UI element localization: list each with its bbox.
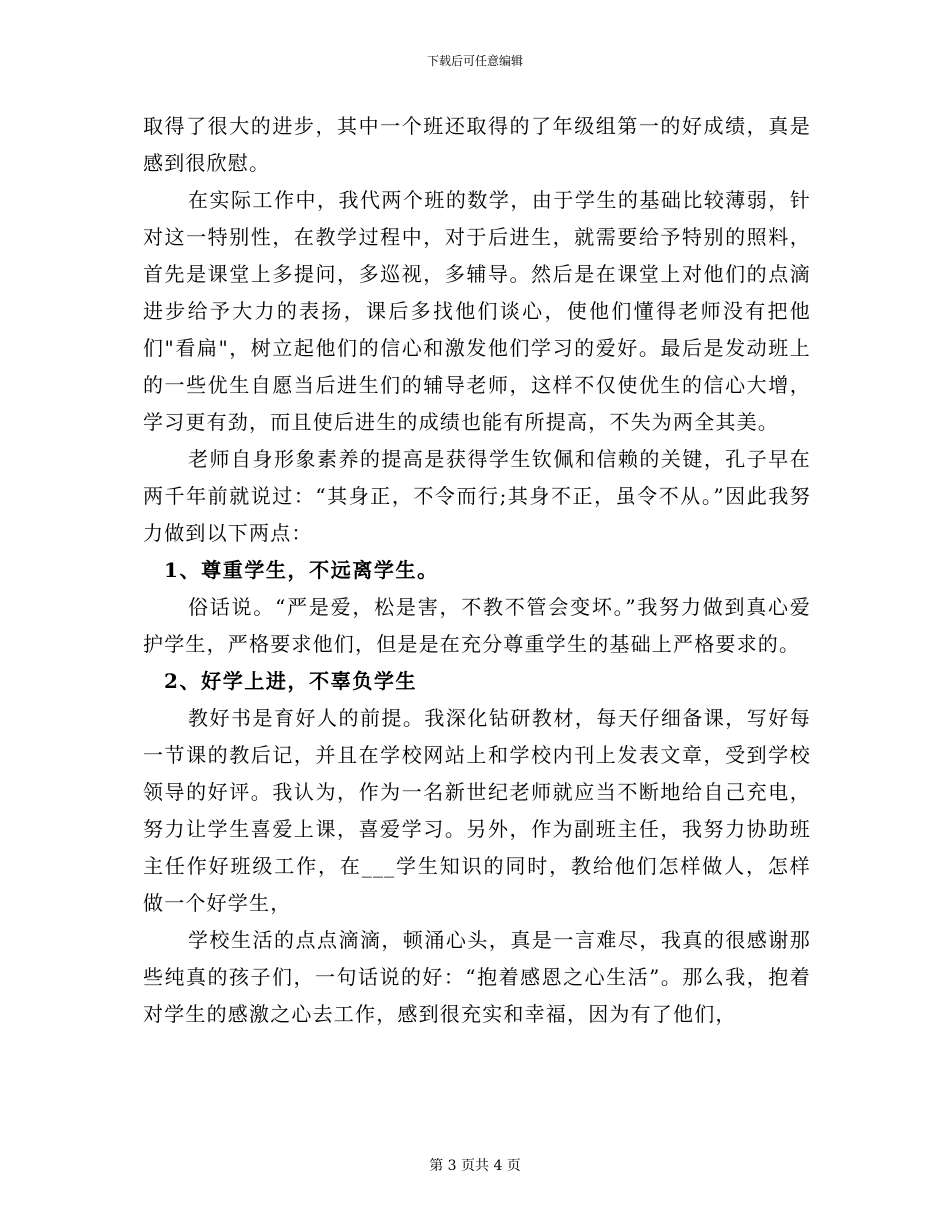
section-heading-respect: 1、尊重学生，不远离学生。 [164, 558, 439, 582]
paragraph-teaching-practice: 在实际工作中，我代两个班的数学，由于学生的基础比较薄弱，针对这一特别性，在教学过程中，对于后进生，就需要给予特别的照料，首先是课堂上多提问，多巡视，多辅导。然后是在课堂上对他们的点滴进步给予大力的表扬，课后多找他们谈心，使他们懂得老师没有把他们"看扁"，树立起他们的信心和激发他们学习的爱好。最后是发动班上的一些优生自愿当后进生们的辅导老师，这样不仅使优生的信心大增，学习更有劲，而且使后进生的成绩也能有所提高，不失为两全其美。 [143, 188, 811, 434]
paragraph-gratitude: 学校生活的点点滴滴，顿涌心头，真是一言难尽，我真的很感谢那些纯真的孩子们，一句话说的好：“抱着感恩之心生活”。那么我，抱着对学生的感激之心去工作，感到很充实和幸福，因为有了他们， [143, 928, 811, 1026]
paragraph-respect: 俗话说。“严是爱，松是害，不教不管会变坏。”我努力做到真心爱护学生，严格要求他们，但是是在充分尊重学生的基础上严格要求的。 [143, 595, 811, 656]
page-header: 下载后可任意编辑 [426, 54, 523, 68]
section-heading-study: 2、好学上进，不辜负学生 [164, 669, 418, 693]
paragraph-teacher-image: 老师自身形象素养的提高是获得学生钦佩和信赖的关键，孔子早在两千年前就说过：“其身正，不令而行;其身不正，虽令不从。”因此我努力做到以下两点： [143, 447, 811, 545]
document-body [143, 108, 811, 1033]
paragraph-study: 教好书是育好人的前提。我深化钻研教材，每天仔细备课，写好每一节课的教后记，并且在学校网站上和学校内刊上发表文章，受到学校领导的好评。我认为，作为一名新世纪老师就应当不断地给自己充电，努力让学生喜爱上课，喜爱学习。另外，作为副班主任，我努力协助班主任作好班级工作，在___学生知识的同时，教给他们怎样做人，怎样做一个好学生， [143, 706, 811, 915]
paragraph-continuation: 取得了很大的进步，其中一个班还取得的了年级组第一的好成绩，真是感到很欣慰。 [143, 114, 811, 175]
page-footer: 第 3 页共 4 页 [429, 1158, 521, 1174]
